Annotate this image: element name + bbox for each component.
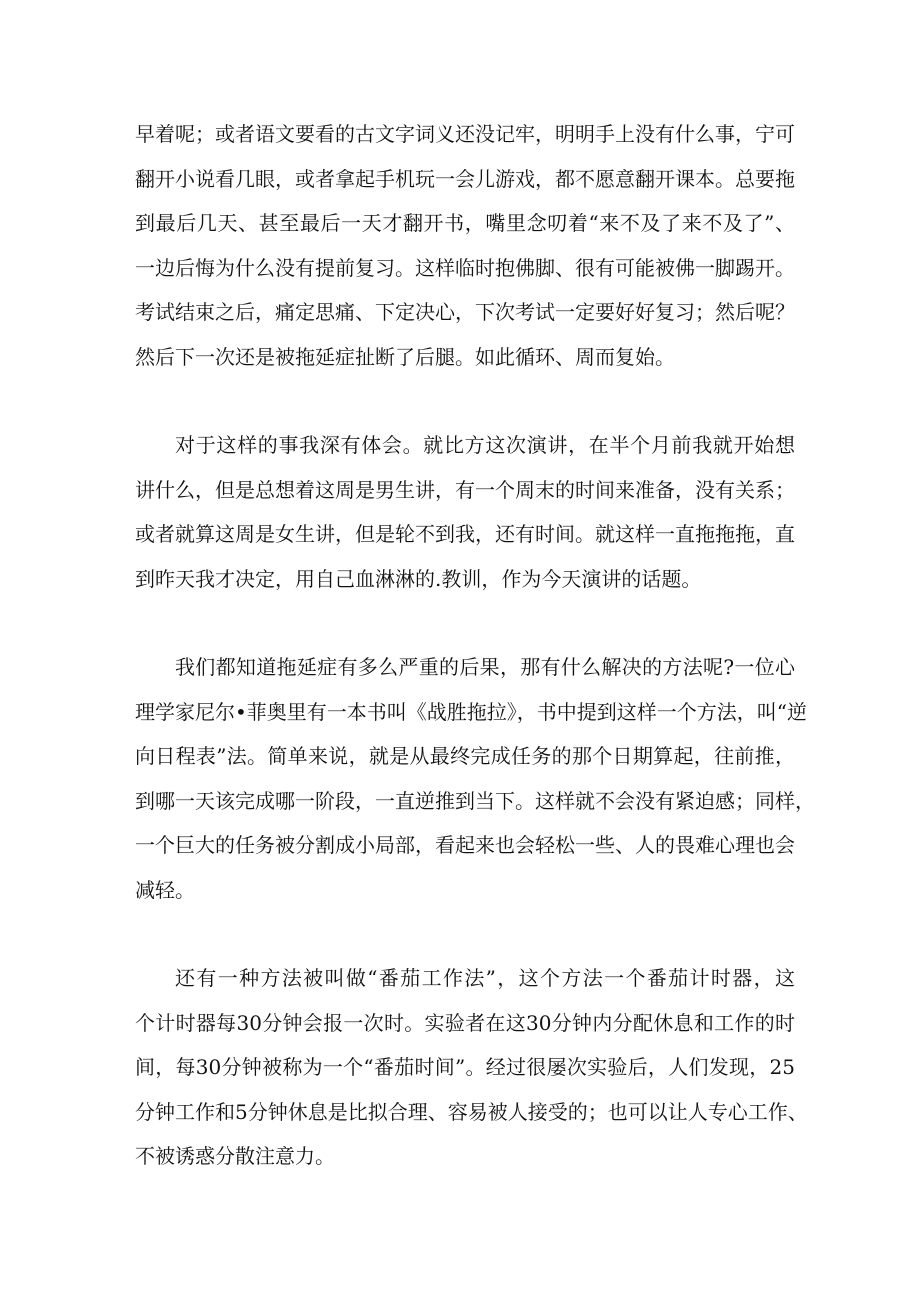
document-body: [135, 112, 815, 1179]
text-line: 考试结束之后，痛定思痛、下定决心，下次考试一定要好好复习；然后呢？: [135, 300, 795, 324]
text-line: 一边后悔为什么没有提前复习。这样临时抱佛脚、很有可能被佛一脚踢开。: [135, 255, 795, 280]
text-line: 减轻。: [135, 877, 195, 902]
text-line: 到昨天我才决定，用自己血淋淋的.教训，作为今天演讲的话题。: [135, 566, 702, 591]
text-line: 理学家尼尔•菲奥里有一本书叫《战胜拖拉》，书中提到这样一个方法，叫“逆: [135, 699, 808, 724]
paragraph-4: [135, 956, 808, 1179]
paragraph-1: [135, 112, 795, 379]
text-line: 对于这样的事我深有体会。就比方这次演讲，在半个月前我就开始想: [175, 433, 795, 457]
text-line: 一个巨大的任务被分割成小局部，看起来也会轻松一些、人的畏难心理也会: [135, 833, 795, 857]
text-line: 到最后几天、甚至最后一天才翻开书，嘴里念叨着“来不及了来不及了”、: [135, 211, 795, 235]
text-line: 早着呢；或者语文要看的古文字词义还没记牢，明明手上没有什么事，宁可: [135, 122, 795, 146]
text-line: 分钟工作和5分钟休息是比拟合理、容易被人接受的；也可以让人专心工作、: [135, 1099, 808, 1124]
paragraph-gap: [135, 379, 795, 423]
paragraph-2: [135, 423, 795, 601]
text-line: 翻开小说看几眼，或者拿起手机玩一会儿游戏，都不愿意翻开课本。总要拖: [135, 166, 795, 191]
text-line: 个计时器每30分钟会报一次时。实验者在这30分钟内分配休息和工作的时: [135, 1010, 795, 1035]
paragraph-gap: [135, 912, 795, 956]
text-line: 不被诱惑分散注意力。: [135, 1144, 335, 1168]
text-line: 我们都知道拖延症有多么严重的后果，那有什么解决的方法呢?一位心: [175, 655, 795, 679]
text-line: 然后下一次还是被拖延症扯断了后腿。如此循环、周而复始。: [135, 344, 675, 369]
paragraph-gap: [135, 601, 795, 645]
text-line: 间，每30分钟被称为一个“番茄时间”。经过很屡次实验后，人们发现，25: [135, 1055, 795, 1079]
text-line: 还有一种方法被叫做“番茄工作法”，这个方法一个番茄计时器，这: [175, 966, 795, 990]
text-line: 向日程表”法。简单来说，就是从最终完成任务的那个日期算起，往前推，: [135, 744, 795, 768]
text-line: 到哪一天该完成哪一阶段，一直逆推到当下。这样就不会没有紧迫感；同样，: [135, 788, 815, 813]
text-line: 或者就算这周是女生讲，但是轮不到我，还有时间。就这样一直拖拖拖，直: [135, 522, 795, 546]
text-line: 讲什么，但是总想着这周是男生讲，有一个周末的时间来准备，没有关系；: [135, 477, 795, 502]
paragraph-3: [135, 645, 815, 912]
